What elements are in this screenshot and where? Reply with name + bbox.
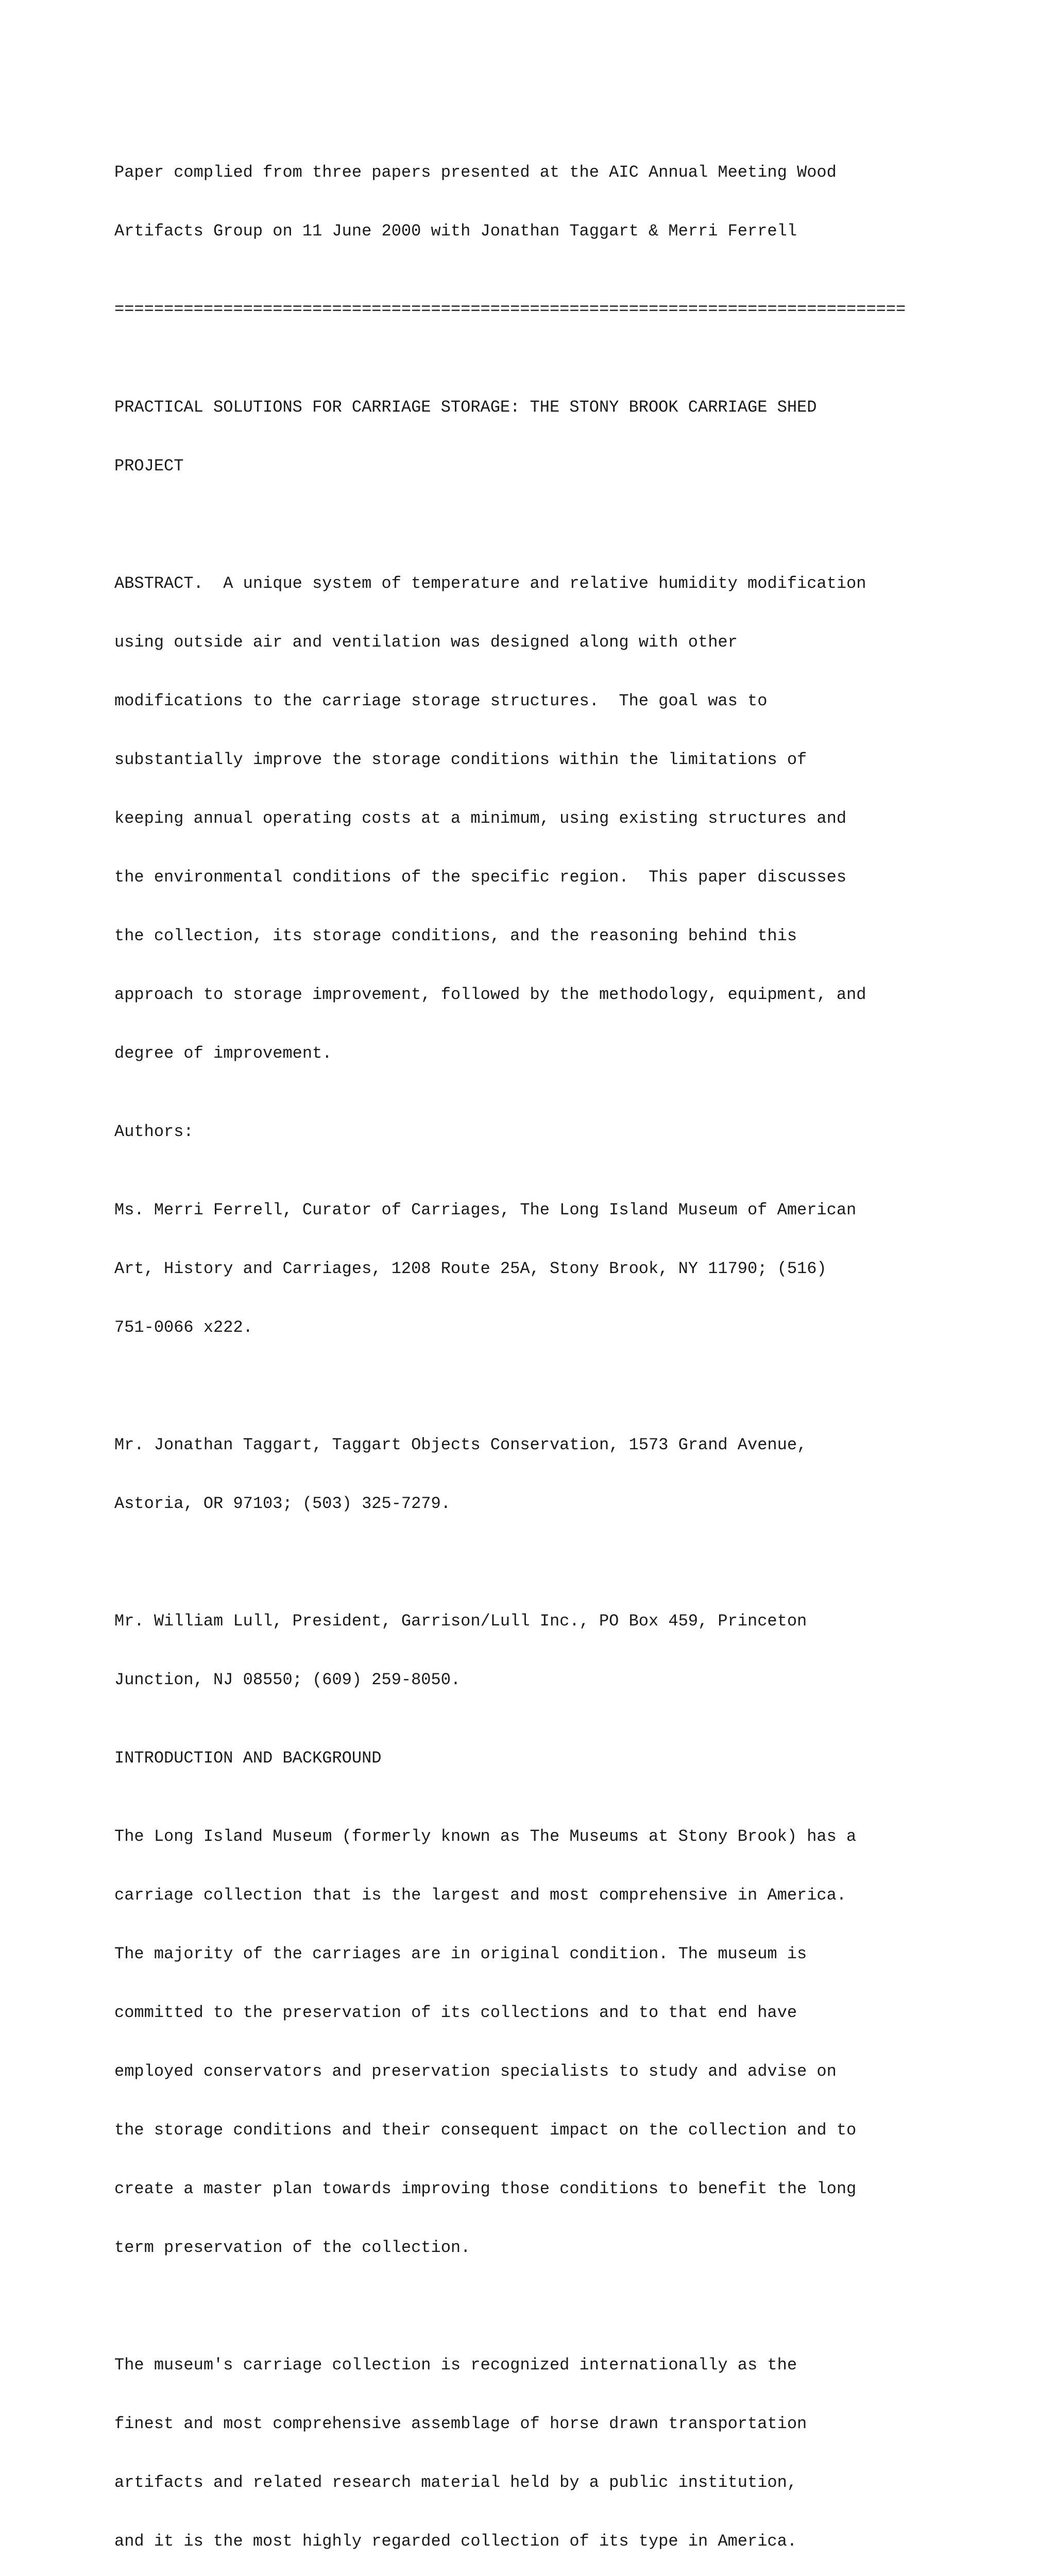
paragraph-line: The museum's carriage collection is recognized internationally as the xyxy=(114,2355,797,2375)
paragraph-line: create a master plan towards improving those conditions to benefit the long xyxy=(114,2179,857,2198)
author-line: Junction, NJ 08550; (609) 259-8050. xyxy=(114,1670,461,1689)
abstract-line: approach to storage improvement, followed by the methodology, equipment, and xyxy=(114,985,866,1004)
body-paragraph xyxy=(114,2316,939,2576)
paragraph-line: artifacts and related research material held by a public institution, xyxy=(114,2473,797,2492)
abstract-line: keeping annual operating costs at a minimum, using existing structures and xyxy=(114,809,847,828)
paragraph-line: finest and most comprehensive assemblage of horse drawn transportation xyxy=(114,2414,807,2433)
divider-rule: ================================================================================ xyxy=(114,300,906,319)
section-heading: INTRODUCTION AND BACKGROUND xyxy=(114,1749,382,1768)
abstract-line: substantially improve the storage conditions within the limitations of xyxy=(114,750,807,769)
paragraph-line: employed conservators and preservation specialists to study and advise on xyxy=(114,2062,837,2081)
paragraph-line: and it is the most highly regarded collection of its type in America. xyxy=(114,2532,797,2551)
abstract-line: ABSTRACT. A unique system of temperature and relative humidity modification xyxy=(114,574,866,593)
paper-title xyxy=(114,359,939,515)
document-body xyxy=(114,124,939,2576)
title-line: PRACTICAL SOLUTIONS FOR CARRIAGE STORAGE: THE STONY BROOK CARRIAGE SHED xyxy=(114,398,817,417)
abstract-line: the collection, its storage conditions, and the reasoning behind this xyxy=(114,926,797,945)
author-line: 751-0066 x222. xyxy=(114,1318,253,1337)
abstract-line: modifications to the carriage storage structures. The goal was to xyxy=(114,691,768,710)
paragraph-line: carriage collection that is the largest and most comprehensive in America. xyxy=(114,1886,847,1905)
paragraph-line: The majority of the carriages are in original condition. The museum is xyxy=(114,1944,807,1963)
abstract-line: the environmental conditions of the specific region. This paper discusses xyxy=(114,868,847,887)
author-entry xyxy=(114,1572,939,1729)
paragraph-line: The Long Island Museum (formerly known as The Museums at Stony Brook) has a xyxy=(114,1827,857,1846)
paragraph-line: term preservation of the collection. xyxy=(114,2238,471,2257)
author-entry xyxy=(114,1161,939,1377)
authors-heading: Authors: xyxy=(114,1122,194,1141)
author-line: Ms. Merri Ferrell, Curator of Carriages, The Long Island Museum of American xyxy=(114,1200,857,1219)
author-line: Mr. William Lull, President, Garrison/Lull Inc., PO Box 459, Princeton xyxy=(114,1612,807,1631)
header-line: Artifacts Group on 11 June 2000 with Jonathan Taggart & Merri Ferrell xyxy=(114,222,797,241)
author-line: Astoria, OR 97103; (503) 325-7279. xyxy=(114,1494,451,1513)
title-line: PROJECT xyxy=(114,456,184,476)
body-paragraph xyxy=(114,1788,939,2297)
paragraph-line: the storage conditions and their consequent impact on the collection and to xyxy=(114,2121,857,2140)
abstract-line: using outside air and ventilation was designed along with other xyxy=(114,633,738,652)
abstract-line: degree of improvement. xyxy=(114,1044,332,1063)
author-entry xyxy=(114,1396,939,1553)
header-line: Paper complied from three papers presented at the AIC Annual Meeting Wood xyxy=(114,163,837,182)
author-line: Art, History and Carriages, 1208 Route 25A, Stony Brook, NY 11790; (516) xyxy=(114,1259,827,1278)
header-note xyxy=(114,124,939,280)
author-line: Mr. Jonathan Taggart, Taggart Objects Conservation, 1573 Grand Avenue, xyxy=(114,1435,807,1454)
abstract-paragraph xyxy=(114,535,939,1103)
paragraph-line: committed to the preservation of its collections and to that end have xyxy=(114,2003,797,2022)
